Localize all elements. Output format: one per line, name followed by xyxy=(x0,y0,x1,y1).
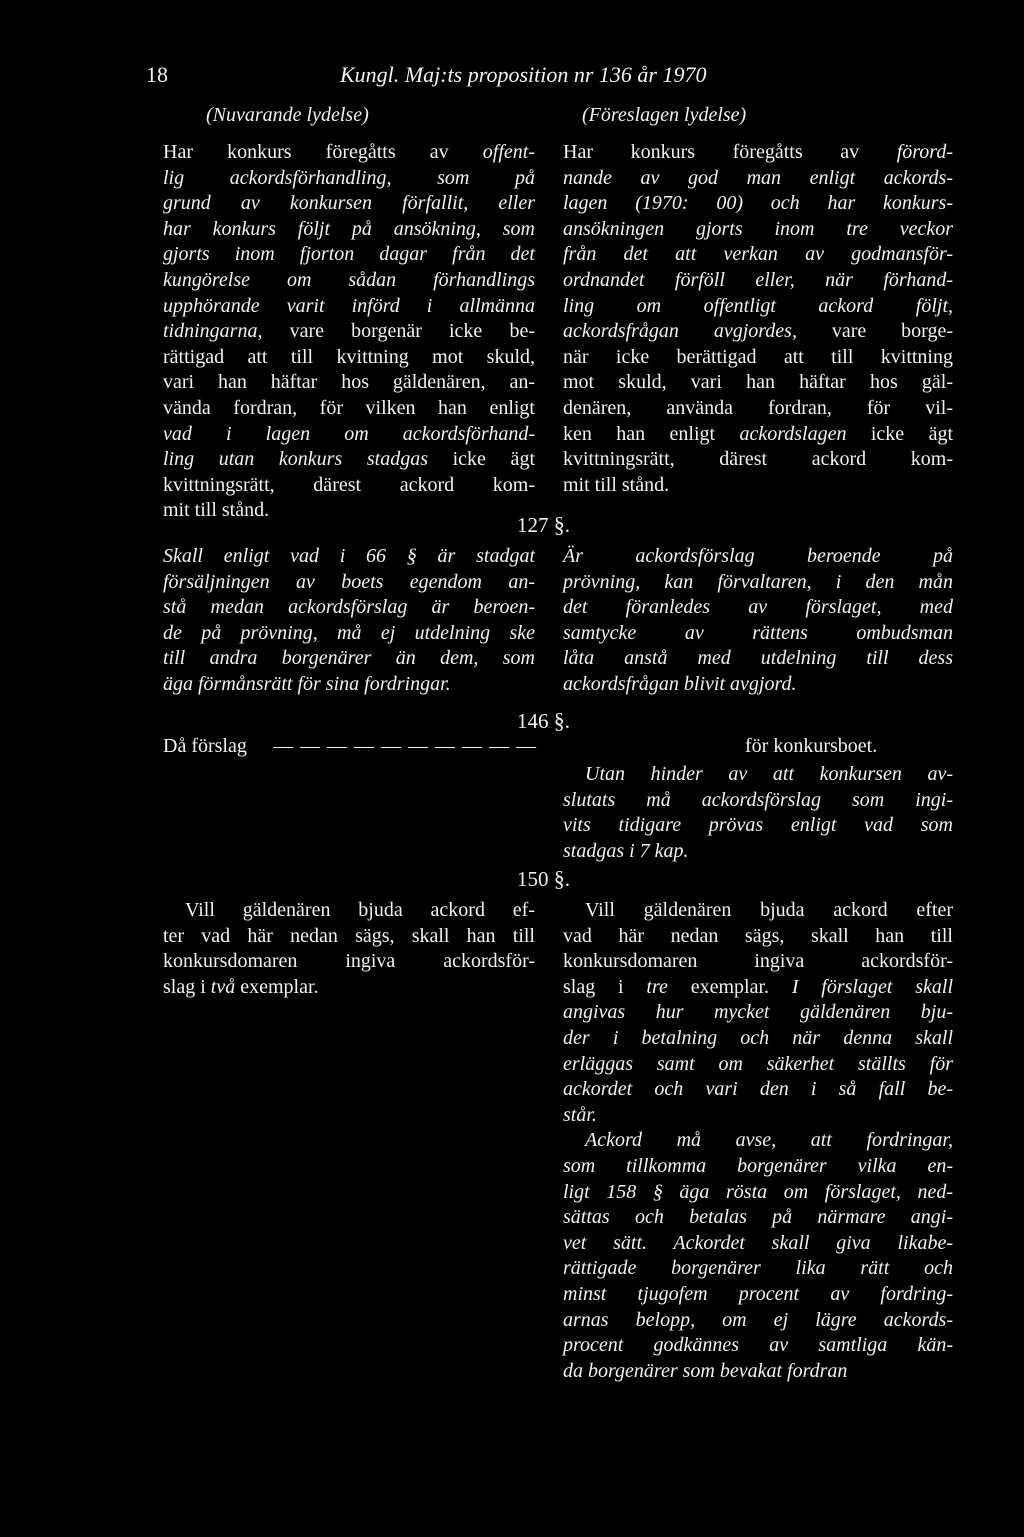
omission-dashes: — — — — — — — — — — xyxy=(273,735,537,757)
text-line: det föranledes av förslaget, med xyxy=(563,596,953,619)
text-line: Skall enligt vad i 66 § är stadgat xyxy=(163,545,535,567)
section-number: 127 xyxy=(517,513,549,537)
section-dot: . xyxy=(564,513,570,537)
text-line xyxy=(563,166,953,192)
text-line: minst tjugofem procent av fordring- xyxy=(563,1282,953,1305)
section-number: 146 xyxy=(517,709,549,733)
text-fragment: Har konkurs föregåtts av xyxy=(563,141,897,163)
italic-fragment: från det att verkan av godmansför- xyxy=(563,243,953,266)
text-line xyxy=(563,422,953,448)
text-line xyxy=(563,268,953,294)
text-line: mot skuld, vari han häftar hos gäl- xyxy=(563,371,953,394)
text-line: prövning, kan förvaltaren, i den mån xyxy=(563,570,953,593)
left-column-heading: (Nuvarande lydelse) xyxy=(206,104,369,126)
paragraph xyxy=(163,140,535,524)
text-fragment: vare borgenär icke be- xyxy=(262,320,535,343)
text-line: rättigad att till kvittning mot skuld, xyxy=(163,345,535,368)
page-number: 18 xyxy=(146,62,168,87)
italic-fragment: lagen (1970: 00) och har konkurs- xyxy=(563,192,953,215)
text-line: vad här nedan sägs, skall han till xyxy=(563,924,953,947)
text-line: erläggas samt om säkerhet ställts för xyxy=(563,1052,953,1075)
proposed-text-block-4 xyxy=(563,898,953,1384)
paragraph xyxy=(563,544,953,698)
italic-fragment: vad i lagen om ackordsförhand- xyxy=(163,422,535,445)
text-fragment: icke ägt xyxy=(846,422,953,445)
text-fragment: exemplar. xyxy=(667,975,792,998)
text-line xyxy=(563,294,953,320)
italic-fragment: ordnandet förföll eller, när förhand- xyxy=(563,268,953,291)
section-symbol: § xyxy=(553,708,565,733)
text-line xyxy=(563,217,953,243)
italic-fragment: två xyxy=(210,975,236,998)
text-line: Är ackordsförslag beroende på xyxy=(563,545,953,567)
section-146-marker xyxy=(517,708,570,734)
text-line xyxy=(163,166,535,192)
text-line xyxy=(163,319,535,345)
text-line: som tillkomma borgenärer vilka en- xyxy=(563,1154,953,1177)
section-150-marker xyxy=(517,866,570,892)
italic-fragment: ling utan konkurs stadgas xyxy=(163,448,428,471)
section-dot: . xyxy=(564,867,570,891)
paragraph xyxy=(163,544,535,698)
italic-fragment: I förslaget skall xyxy=(791,975,953,998)
text-line: Ackord må avse, att fordringar, xyxy=(585,1129,953,1152)
right-column-heading: (Föreslagen lydelse) xyxy=(582,104,747,126)
proposed-text-block-3 xyxy=(563,762,953,864)
section-dot: . xyxy=(564,709,570,733)
text-line xyxy=(163,268,535,294)
text-fragment: Har konkurs föregåtts av xyxy=(163,141,483,163)
paragraph xyxy=(163,898,535,1000)
italic-fragment: kungörelse om sådan förhandlings xyxy=(163,268,535,291)
text-line: Vill gäldenären bjuda ackord efter xyxy=(585,899,953,921)
text-line: låta anstå med utdelning till dess xyxy=(563,647,953,670)
text-line: äga förmånsrätt för sina fordringar. xyxy=(163,672,451,695)
unchanged-lead-text: Då förslag xyxy=(163,735,247,757)
text-line: stadgas i 7 kap. xyxy=(563,839,689,862)
text-line: till andra borgenärer än dem, som xyxy=(163,647,535,670)
text-fragment: ken han enligt xyxy=(563,422,740,445)
text-line: vari han häftar hos gäldenären, an- xyxy=(163,371,535,394)
text-line xyxy=(163,975,535,1001)
text-line: der i betalning och när denna skall xyxy=(563,1026,953,1049)
text-line: de på prövning, må ej utdelning ske xyxy=(163,621,535,644)
italic-fragment: lig ackordsförhandling, som på xyxy=(163,166,535,189)
text-line: när icke berättigad att till kvittning xyxy=(563,345,953,368)
italic-fragment: ling om offentligt ackord följt, xyxy=(563,294,953,317)
text-fragment: icke ägt xyxy=(428,448,535,471)
paragraph xyxy=(563,898,953,1384)
paragraph xyxy=(563,762,953,864)
text-line: konkursdomaren ingiva ackordsför- xyxy=(163,950,535,973)
italic-fragment: tidningarna, xyxy=(163,320,263,343)
proposed-text-block-2 xyxy=(563,544,953,698)
text-line: kvittningsrätt, därest ackord kom- xyxy=(163,473,535,496)
unchanged-tail-text: för konkursboet. xyxy=(745,735,878,757)
text-line: sättas och betalas på närmare angi- xyxy=(563,1206,953,1229)
text-line: stå medan ackordsförslag är beroen- xyxy=(163,596,535,619)
running-title: Kungl. Maj:ts proposition nr 136 år 1970 xyxy=(340,62,707,87)
text-line xyxy=(163,217,535,243)
text-line xyxy=(563,975,953,1001)
text-line: ackordsfrågan blivit avgjord. xyxy=(563,672,797,695)
text-line xyxy=(163,242,535,268)
section-symbol: § xyxy=(553,512,565,537)
text-line xyxy=(563,140,953,166)
current-text-block-4 xyxy=(163,898,535,1000)
text-line: mit till stånd. xyxy=(163,499,270,522)
page-header xyxy=(146,62,786,92)
text-line xyxy=(563,319,953,345)
text-line: samtycke av rättens ombudsman xyxy=(563,621,953,644)
text-line: vits tidigare prövas enligt vad som xyxy=(563,814,953,837)
current-text-block-2 xyxy=(163,544,535,698)
italic-fragment: förord- xyxy=(896,141,953,163)
text-line: da borgenärer som bevakat fordran xyxy=(563,1359,848,1382)
text-line xyxy=(163,294,535,320)
text-line: konkursdomaren ingiva ackordsför- xyxy=(563,950,953,973)
italic-fragment: gjorts inom fjorton dagar från det xyxy=(163,243,535,266)
text-line xyxy=(563,191,953,217)
italic-fragment: upphörande varit införd i allmänna xyxy=(163,294,535,317)
text-line xyxy=(163,422,535,448)
text-line: ter vad här nedan sägs, skall han till xyxy=(163,924,535,947)
italic-fragment: offent- xyxy=(482,141,535,163)
section-symbol: § xyxy=(553,866,565,891)
text-line: arnas belopp, om ej lägre ackords- xyxy=(563,1308,953,1331)
text-line: Utan hinder av att konkursen av- xyxy=(585,763,953,785)
text-line xyxy=(163,191,535,217)
section-number: 150 xyxy=(517,867,549,891)
text-line xyxy=(163,140,535,166)
italic-fragment: nande av god man enligt ackords- xyxy=(563,166,953,189)
section-146-unchanged-row xyxy=(163,735,963,763)
text-line: procent godkännes av samtliga kän- xyxy=(563,1334,953,1357)
text-line xyxy=(163,447,535,473)
text-fragment: vare borge- xyxy=(796,320,953,343)
text-line: mit till stånd. xyxy=(563,473,670,496)
italic-fragment: grund av konkursen förfallit, eller xyxy=(163,192,535,215)
italic-fragment: ansökningen gjorts inom tre veckor xyxy=(563,217,953,240)
section-127-marker xyxy=(517,512,570,538)
italic-fragment: tre xyxy=(646,975,668,998)
text-line: vända fordran, för vilken han enligt xyxy=(163,396,535,419)
text-line: ligt 158 § äga rösta om förslaget, ned- xyxy=(563,1180,953,1203)
text-line: denären, använda fordran, för vil- xyxy=(563,396,953,419)
text-line: kvittningsrätt, därest ackord kom- xyxy=(563,448,953,471)
paragraph xyxy=(563,140,953,498)
text-line: slutats må ackordsförslag som ingi- xyxy=(563,788,953,811)
text-line: står. xyxy=(563,1103,597,1126)
text-line: försäljningen av boets egendom an- xyxy=(163,570,535,593)
italic-fragment: ackordslagen xyxy=(739,422,847,445)
text-line: vet sätt. Ackordet skall giva likabe- xyxy=(563,1231,953,1254)
italic-fragment: har konkurs följt på ansökning, som xyxy=(163,217,535,240)
text-line: angivas hur mycket gäldenären bju- xyxy=(563,1001,953,1024)
proposed-text-block-1 xyxy=(563,140,953,498)
italic-fragment: ackordsfrågan avgjordes, xyxy=(563,320,797,343)
text-line xyxy=(563,242,953,268)
text-line: rättigade borgenärer lika rätt och xyxy=(563,1257,953,1280)
text-fragment: slag i xyxy=(563,975,647,998)
current-text-block-1 xyxy=(163,140,535,524)
text-line: Vill gäldenären bjuda ackord ef- xyxy=(185,899,535,921)
text-line: ackordet och vari den i så fall be- xyxy=(563,1078,953,1101)
text-fragment: slag i xyxy=(163,975,211,998)
text-fragment: exemplar. xyxy=(235,975,319,998)
